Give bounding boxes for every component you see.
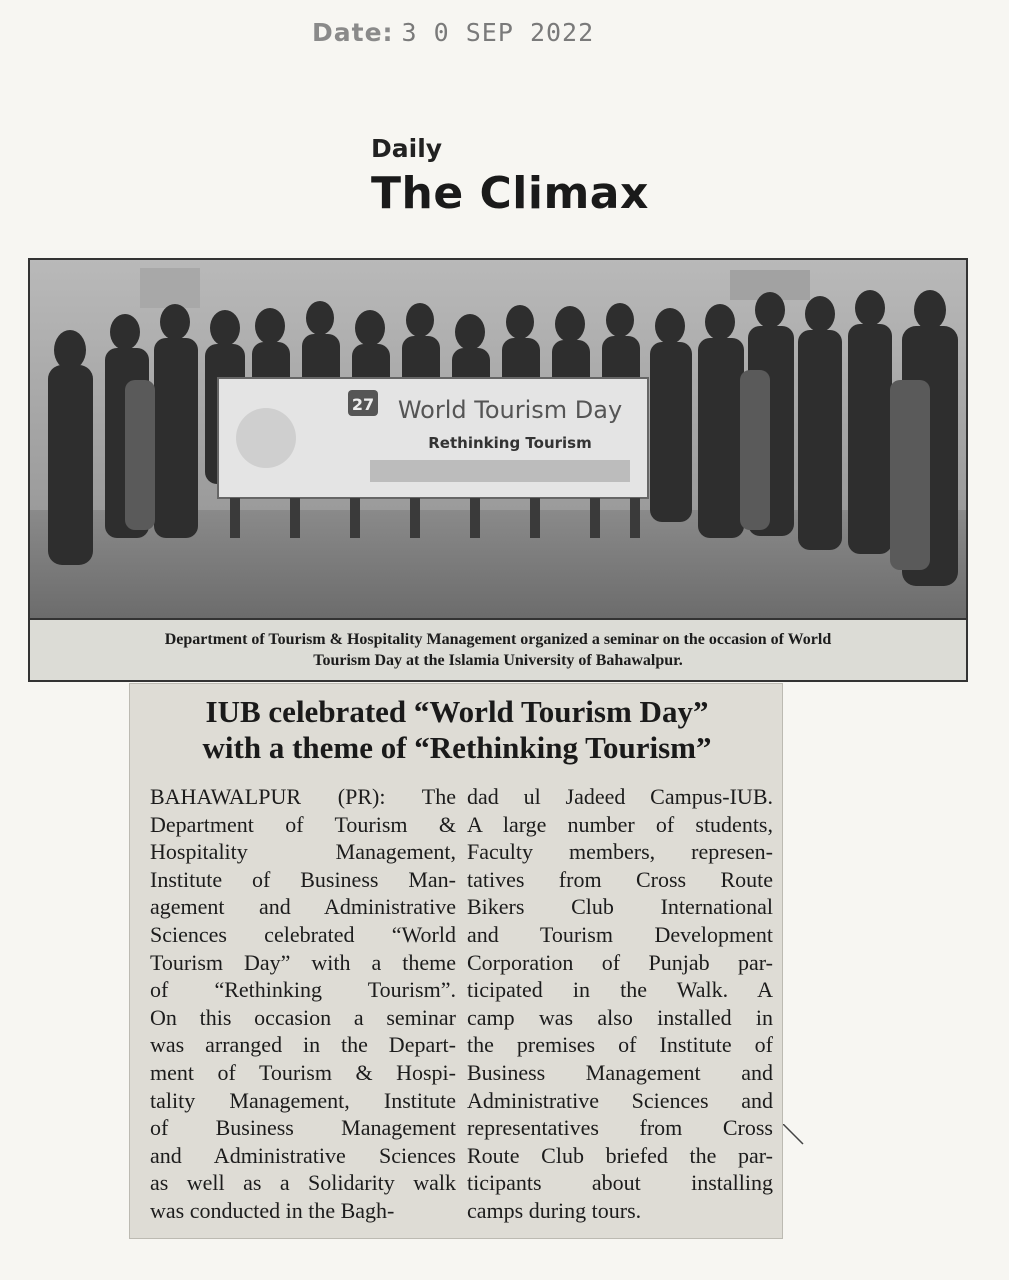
article-clipping xyxy=(129,683,783,1239)
article-line: of Business Management xyxy=(150,1115,456,1141)
article-line: tality Management, Institute xyxy=(150,1087,456,1113)
article-line: Tourism Day” with a theme xyxy=(150,949,456,975)
article-line: Sciences celebrated “World xyxy=(150,921,456,947)
article-line: ticipants about installing xyxy=(467,1170,773,1196)
caption-line-1: Department of Tourism & Hospitality Management organized a seminar on the occasion of World xyxy=(164,631,832,648)
article-line: the premises of Institute of xyxy=(467,1032,773,1058)
banner-subtitle: Rethinking Tourism xyxy=(428,434,592,452)
article-line: as well as a Solidarity walk xyxy=(150,1170,456,1196)
headline-line-2: with a theme of “Rethinking Tourism” xyxy=(202,730,712,765)
article-line: Bikers Club International xyxy=(467,894,773,920)
caption-line-2: Tourism Day at the Islamia University of Bahawalpur. xyxy=(313,652,683,669)
article-headline xyxy=(130,694,784,766)
date-stamp-value: 3 0 SEP 2022 xyxy=(401,18,595,47)
date-stamp-label: Date: xyxy=(312,18,394,47)
article-line: tatives from Cross Route xyxy=(467,866,773,892)
masthead-title: The Climax xyxy=(371,168,649,219)
article-line: was arranged in the Depart- xyxy=(150,1032,456,1058)
article-line: Administrative Sciences and xyxy=(467,1087,773,1113)
article-line: Hospitality Management, xyxy=(150,839,456,865)
article-line: Institute of Business Man- xyxy=(150,866,456,892)
article-line: Corporation of Punjab par- xyxy=(467,949,773,975)
article-line: representatives from Cross xyxy=(467,1115,773,1141)
article-line: of “Rethinking Tourism”. xyxy=(150,977,456,1003)
article-line: BAHAWALPUR (PR): The xyxy=(150,784,456,809)
article-column-left xyxy=(150,783,456,1225)
article-line: camp was also installed in xyxy=(467,1004,773,1030)
article-line: A large number of students, xyxy=(467,811,773,837)
news-photo xyxy=(28,258,968,620)
date-stamp xyxy=(312,18,594,47)
masthead-daily: Daily xyxy=(371,134,443,163)
article-column-right xyxy=(467,783,773,1225)
article-line: Route Club briefed the par- xyxy=(467,1142,773,1168)
article-line: Business Management and xyxy=(467,1059,773,1085)
photo-caption xyxy=(28,620,968,682)
article-line: ment of Tourism & Hospi- xyxy=(150,1059,456,1085)
banner-number: 27 xyxy=(351,395,375,414)
banner-title: World Tourism Day xyxy=(397,396,623,424)
pen-mark xyxy=(783,1124,805,1146)
article-line: was conducted in the Bagh- xyxy=(150,1197,395,1223)
article-line: and Tourism Development xyxy=(467,921,773,947)
article-line: Department of Tourism & xyxy=(150,811,456,837)
article-line: ticipated in the Walk. A xyxy=(467,977,773,1003)
article-line: camps during tours. xyxy=(467,1197,642,1223)
article-line: Faculty members, represen- xyxy=(467,839,773,865)
group-photo-illustration xyxy=(30,260,966,618)
article-line: dad ul Jadeed Campus-IUB. xyxy=(467,784,773,809)
article-line: On this occasion a seminar xyxy=(150,1004,456,1030)
article-line: and Administrative Sciences xyxy=(150,1142,456,1168)
article-line: agement and Administrative xyxy=(150,894,456,920)
headline-line-1: IUB celebrated “World Tourism Day” xyxy=(205,694,709,729)
